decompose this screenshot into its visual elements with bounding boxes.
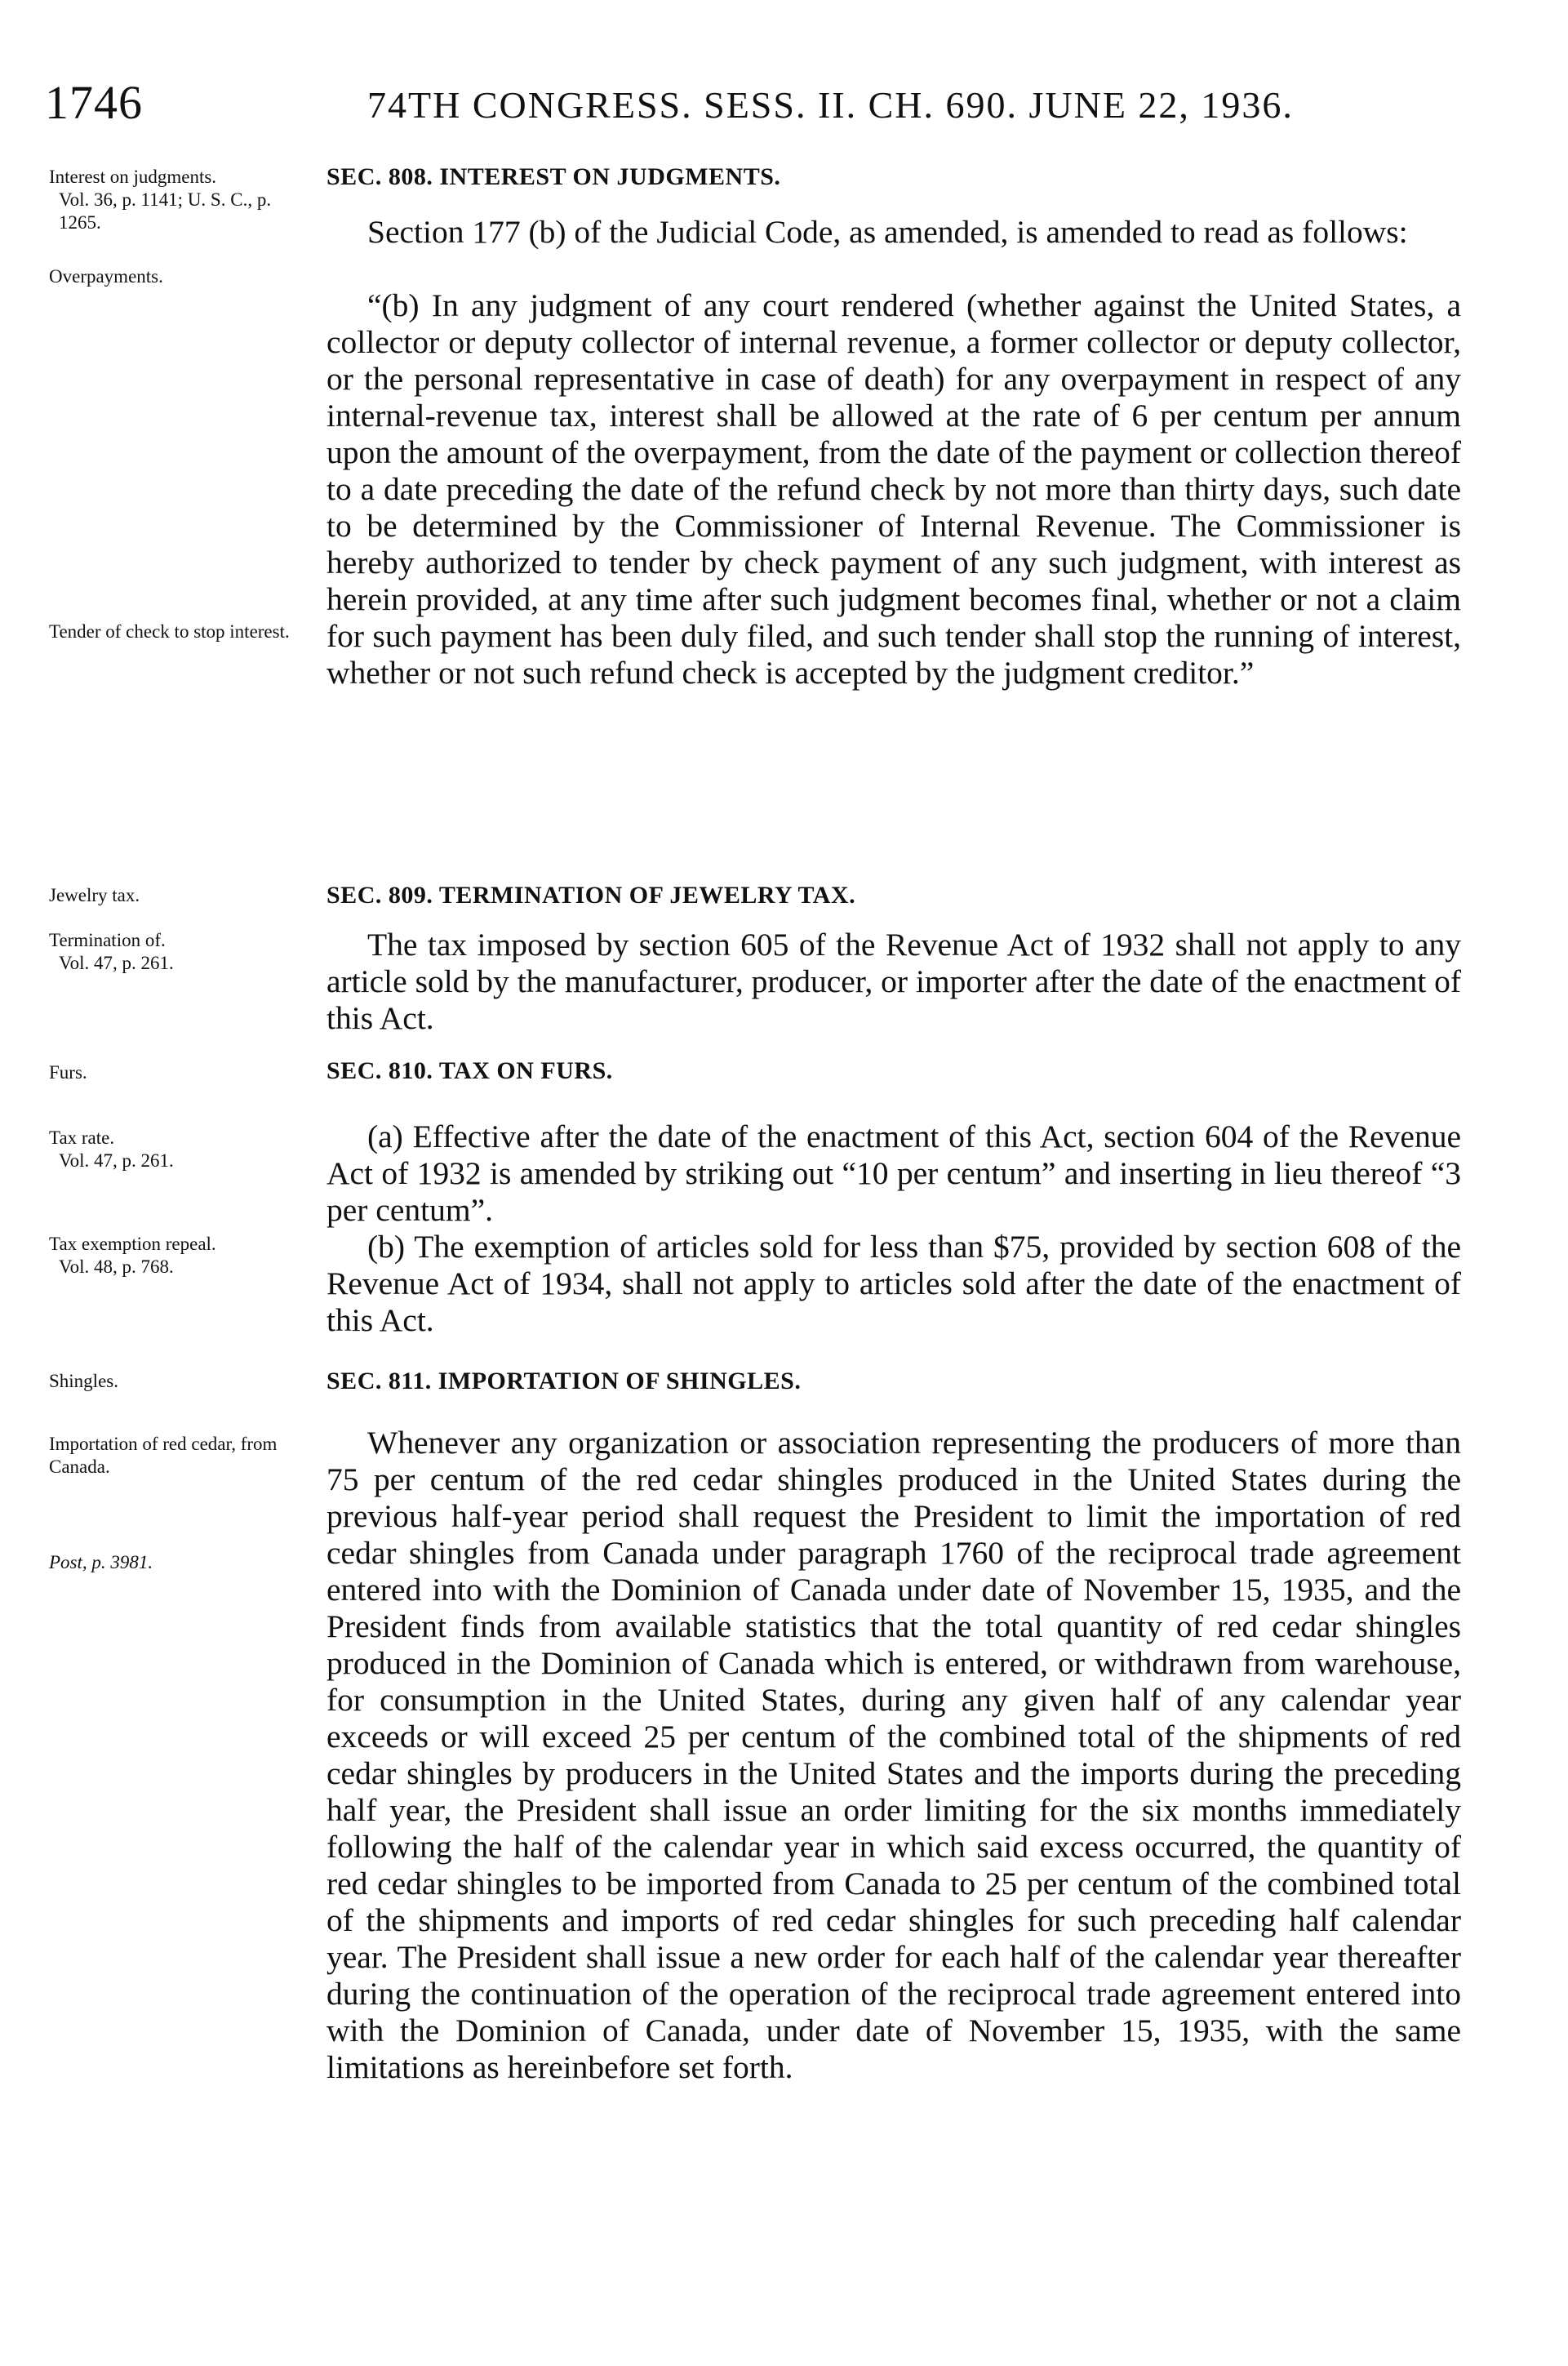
section-heading: SEC. 808. INTEREST ON JUDGMENTS. — [326, 163, 781, 190]
margin-note-text: Importation of red cedar, from Canada. — [49, 1434, 278, 1477]
running-head: 74TH CONGRESS. SESS. II. CH. 690. JUNE 22, 1936. — [367, 84, 1294, 126]
margin-note-text: Furs. — [49, 1062, 87, 1083]
section-paragraph: (a) Effective after the date of the enactment of this Act, section 604 of the Revenue Act of 1932 is amended by striking out “10 per centum” and inserting in lieu thereof “3 per centum”. — [326, 1119, 1461, 1228]
section-paragraph: (b) The exemption of articles sold for less than $75, provided by section 608 of the Revenue Act of 1934, shall not apply to articles sold after the date of the enactment of this Act. — [326, 1229, 1461, 1338]
margin-note-citation: Vol. 47, p. 261. — [59, 953, 174, 973]
margin-note-text: Interest on judgments. — [49, 167, 217, 187]
margin-note-tender — [49, 620, 310, 643]
margin-note-text: Tender of check to stop interest. — [49, 621, 290, 642]
margin-note-jewelry — [49, 884, 310, 907]
margin-note-interest — [49, 166, 310, 234]
margin-note-post — [49, 1551, 310, 1574]
margin-note-text: Termination of. — [49, 930, 166, 950]
margin-note-text: Post, p. 3981. — [49, 1552, 153, 1572]
margin-note-text: Overpayments. — [49, 266, 163, 287]
margin-note-shingles — [49, 1370, 310, 1393]
section-paragraph: “(b) In any judgment of any court rendered (whether against the United States, a collector or deputy collector of internal revenue, a former collector or deputy collector, or the personal representative in case of death) for any overpayment in respect of any internal-revenue tax, interest shall be allowed at the rate of 6 per centum per annum upon the amount of the overpayment, from the date of the payment or collection thereof to a date preceding the date of the refund check by not more than thirty days, such date to be determined by the Commissioner of Internal Revenue. The Commissioner is hereby authorized to tender by check payment of any such judgment, with interest as herein provided, at any time after such judgment becomes final, whether or not a claim for such payment has been duly filed, and such tender shall stop the running of interest, whether or not such refund check is accepted by the judgment creditor.” — [326, 287, 1461, 691]
section-heading: SEC. 810. TAX ON FURS. — [326, 1057, 613, 1084]
margin-note-text: Shingles. — [49, 1371, 118, 1391]
section-heading: SEC. 811. IMPORTATION OF SHINGLES. — [326, 1368, 802, 1394]
margin-note-tax-rate — [49, 1127, 310, 1172]
margin-note-citation: Vol. 47, p. 261. — [59, 1150, 174, 1171]
margin-note-text: Tax rate. — [49, 1127, 115, 1148]
margin-note-importation — [49, 1433, 310, 1479]
margin-note-exemption — [49, 1233, 310, 1279]
margin-note-citation: Vol. 36, p. 1141; U. S. C., p. 1265. — [59, 189, 272, 233]
page-header — [45, 75, 1464, 132]
margin-note-termination — [49, 929, 310, 975]
page-number: 1746 — [45, 76, 143, 129]
section-paragraph: Whenever any organization or association representing the producers of more than 75 per centum of the red cedar shingles produced in the United States during the previous half-year period shall request the President to limit the importation of red cedar shingles from Canada under paragraph 1760 of the reciprocal trade agreement entered into with the Dominion of Canada under date of November 15, 1935, and the President finds from available statistics that the total quantity of red cedar shingles produced in the Dominion of Canada which is entered, or withdrawn from warehouse, for consumption in the United States, during any given half of any calendar year exceeds or will exceed 25 per centum of the combined total of the shipments of red cedar shingles by producers in the United States and the imports during the preceding half year, the President shall issue an order limiting for the six months immediately following the half of the calendar year in which said excess occurred, the quantity of red cedar shingles to be imported from Canada to 25 per centum of the combined total of the shipments and imports of red cedar shingles for such preceding half calendar year. The President shall issue a new order for each half of the calendar year thereafter during the continuation of the operation of the reciprocal trade agreement entered into with the Dominion of Canada, under date of November 15, 1935, with the same limitations as hereinbefore set forth. — [326, 1425, 1461, 2085]
section-paragraph: The tax imposed by section 605 of the Revenue Act of 1932 shall not apply to any article sold by the manufacturer, producer, or importer after the date of the enactment of this Act. — [326, 927, 1461, 1036]
margin-note-furs — [49, 1061, 310, 1084]
margin-note-text: Tax exemption repeal. — [49, 1234, 216, 1254]
margin-note-overpayments — [49, 265, 310, 288]
margin-note-text: Jewelry tax. — [49, 885, 140, 905]
margin-note-citation: Vol. 48, p. 768. — [59, 1256, 174, 1277]
section-paragraph: Section 177 (b) of the Judicial Code, as amended, is amended to read as follows: — [367, 214, 1408, 250]
section-heading: SEC. 809. TERMINATION OF JEWELRY TAX. — [326, 882, 856, 909]
